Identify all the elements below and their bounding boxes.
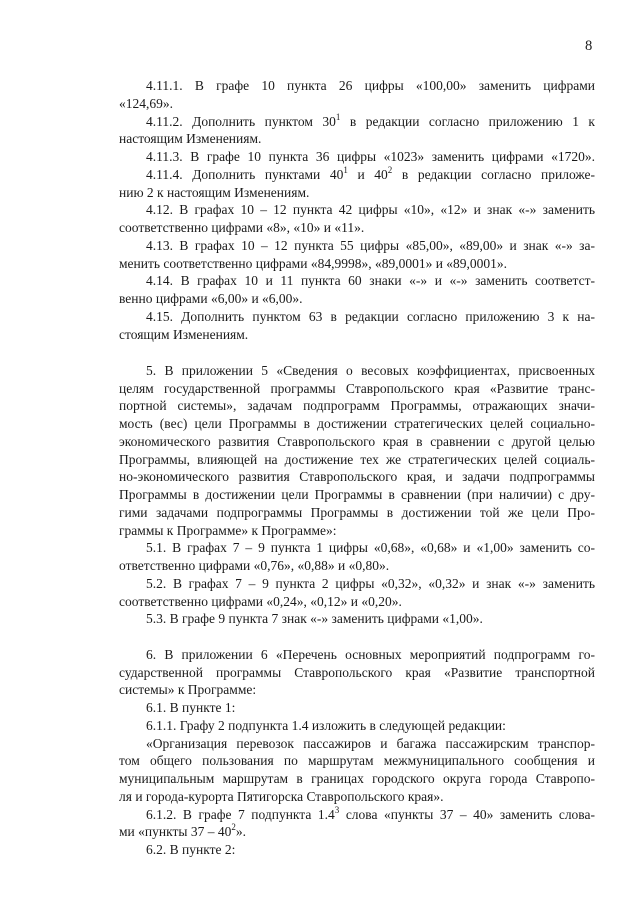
paragraph-line: гими задачами подпрограммы Программы в достижении той же цели Про- — [119, 504, 595, 520]
paragraph-line: соответственно цифрами «0,24», «0,12» и «0,20». — [119, 593, 402, 609]
paragraph-line: 4.15. Дополнить пунктом 63 в редакции согласно приложению 3 к на- — [146, 308, 595, 324]
text-run: и 40 — [347, 166, 388, 182]
paragraph-line — [146, 166, 595, 184]
paragraph-line: нию 2 к настоящим Изменениям. — [119, 184, 310, 200]
superscript: 3 — [334, 804, 340, 815]
paragraph-line: целям государственной программы Ставропольского края «Развитие транс- — [119, 380, 595, 396]
paragraph-line: 5. В приложении 5 «Сведения о весовых коэффициентах, присвоенных — [146, 362, 595, 378]
paragraph-line: 6.1. В пункте 1: — [146, 700, 236, 715]
text-run: ». — [235, 824, 246, 840]
text-run: 4.11.2. Дополнить пунктом 30 — [146, 113, 336, 129]
paragraph-line — [119, 823, 246, 841]
paragraph-line: муниципальным маршрутам в границах городского округа города Ставропо- — [119, 771, 595, 786]
paragraph-line: 4.13. В графах 10 – 12 пункта 55 цифры «85,00», «89,00» и знак «-» за- — [146, 237, 595, 253]
paragraph-line: граммы к Программе» к Программе»: — [119, 522, 337, 538]
paragraph-line: 4.11.1. В графе 10 пункта 26 цифры «100,00» заменить цифрами — [146, 78, 595, 93]
paragraph-line: менить соответственно цифрами «84,9998», «89,0001» и «89,0001». — [119, 255, 508, 271]
paragraph-line: стоящим Изменениям. — [119, 326, 249, 342]
text-run: в редакции согласно приложе- — [392, 166, 595, 182]
paragraph-line: мость (вес) цели Программы в достижении стратегических целей социально- — [119, 416, 595, 432]
paragraph-line: ответственно цифрами «0,76», «0,88» и «0,80». — [119, 558, 390, 573]
paragraph-line: том общего пользования по маршрутам межмуниципального сообщения и — [119, 753, 595, 769]
paragraph-line: соответственно цифрами «8», «10» и «11». — [119, 220, 365, 235]
paragraph-line: настоящим Изменениям. — [119, 131, 262, 147]
paragraph-line: 5.1. В графах 7 – 9 пункта 1 цифры «0,68», «0,68» и «1,00» заменить со- — [146, 540, 595, 556]
paragraph-line: венно цифрами «6,00» и «6,00». — [119, 291, 303, 306]
text-run: слова «пункты 37 – 40» заменить слова- — [339, 806, 595, 822]
paragraph-line: 4.11.3. В графе 10 пункта 36 цифры «1023» заменить цифрами «1720». — [146, 149, 595, 164]
text-run: 6.1.2. В графе 7 подпункта 1.4 — [146, 806, 335, 822]
paragraph-line: 4.12. В графах 10 – 12 пункта 42 цифры «10», «12» и знак «-» заменить — [146, 202, 595, 218]
paragraph-line: портной системы», задачам подпрограмм Программы, отражающих значи- — [119, 398, 595, 414]
paragraph-line: ля и города-курорта Пятигорска Ставропольского края». — [119, 788, 444, 804]
paragraph-line: сударственной программы Ставропольского края «Развитие транспортной — [119, 664, 595, 680]
superscript: 1 — [343, 164, 348, 175]
paragraph-line: Программы, влияющей на достижение тех же стратегических целей социаль- — [119, 451, 595, 467]
paragraph-line — [146, 113, 595, 131]
text-run: в редакции согласно приложению 1 к — [340, 113, 595, 129]
paragraph-line — [146, 806, 595, 824]
superscript: 2 — [387, 164, 393, 175]
paragraph-line: 5.2. В графах 7 – 9 пункта 2 цифры «0,32», «0,32» и знак «-» заменить — [146, 575, 595, 591]
superscript: 1 — [335, 111, 341, 122]
paragraph-line: системы» к Программе: — [119, 682, 257, 698]
text-run: ми «пункты 37 – 40 — [119, 824, 232, 840]
superscript: 2 — [231, 822, 236, 833]
paragraph-line: 6. В приложении 6 «Перечень основных мероприятий подпрограмм го- — [146, 646, 595, 662]
paragraph-line: 6.2. В пункте 2: — [146, 842, 236, 857]
paragraph-line: Программы в достижении цели Программы в сравнении (при наличии) с дру- — [119, 487, 595, 502]
paragraph-line: 4.14. В графах 10 и 11 пункта 60 знаки «-» и «-» заменить соответст- — [146, 273, 595, 289]
paragraph-line: но-экономического развития Ставропольского края, и задачи подпрограммы — [119, 469, 595, 485]
paragraph-line: «124,69». — [119, 95, 173, 111]
paragraph-line: «Организация перевозок пассажиров и багажа пассажирским транспор- — [146, 735, 595, 751]
page-number: 8 — [585, 38, 593, 54]
paragraph-line: 6.1.1. Графу 2 подпункта 1.4 изложить в следующей редакции: — [146, 717, 506, 733]
paragraph-line: 5.3. В графе 9 пункта 7 знак «-» заменить цифрами «1,00». — [146, 611, 483, 627]
text-run: 4.11.4. Дополнить пунктами 40 — [146, 166, 344, 182]
paragraph-line: экономического развития Ставропольского края в сравнении с другой целью — [119, 433, 595, 449]
